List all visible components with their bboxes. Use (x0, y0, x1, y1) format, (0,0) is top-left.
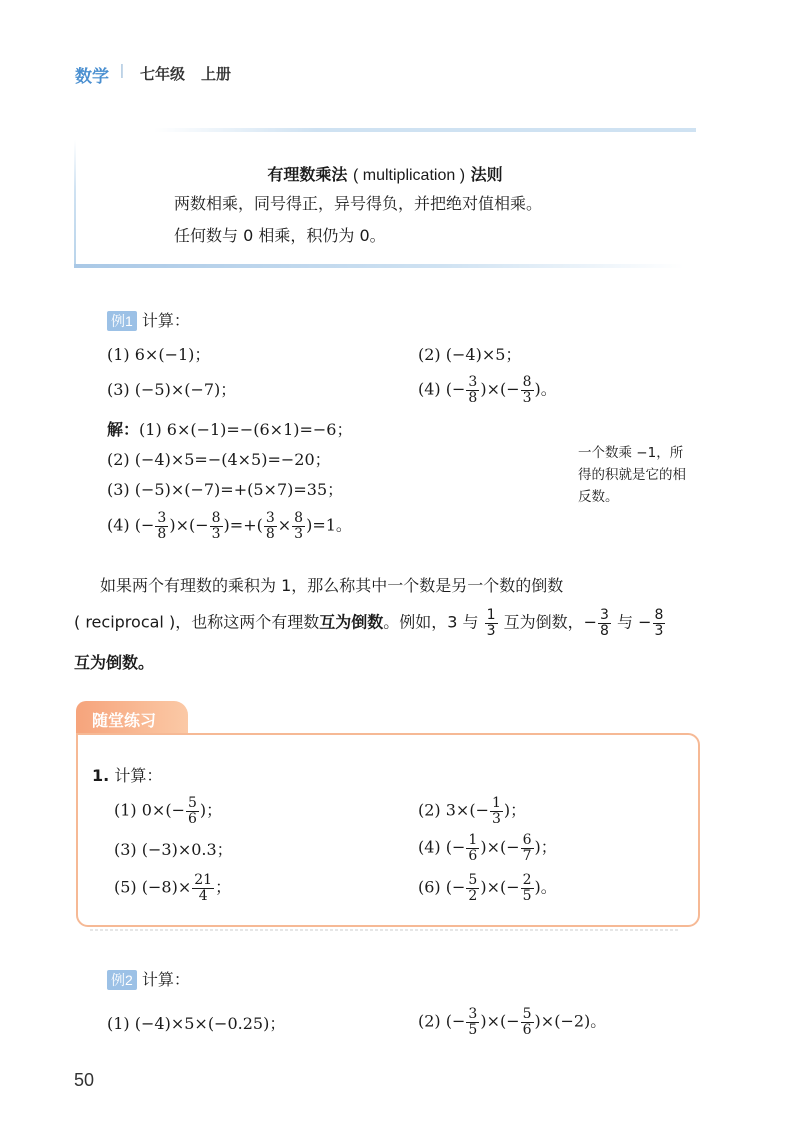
practice-divider (90, 929, 680, 931)
fraction: $\frac{1}{3}$ (491, 795, 501, 827)
reciprocal-keyword: 互为倒数 (319, 612, 384, 632)
rule-box (74, 128, 696, 268)
example1-heading (107, 308, 190, 331)
page-number: 50 (74, 1070, 95, 1090)
example1-p4-end: )。 (534, 379, 557, 399)
fraction: $\frac{5}{6}$ (522, 1006, 532, 1038)
rule-title-suffix: 法则 (470, 165, 503, 184)
fraction: $\frac{2}{5}$ (522, 872, 532, 904)
header-separator: | (120, 62, 124, 79)
example1-problem-1: (1) 6×(−1)； (107, 345, 211, 364)
example1-p4-pre: (4) (− (418, 379, 466, 399)
example1-problem-2: (2) (−4)×5； (418, 345, 522, 364)
example2-heading-text: 计算： (141, 970, 190, 989)
practice-question-number: 1. (92, 766, 110, 785)
example1-heading-text: 计算： (141, 311, 190, 330)
example1-problem-3: (3) (−5)×(−7)； (107, 380, 237, 399)
example1-tag: 例1 (107, 311, 137, 331)
reciprocal-line-3: 互为倒数。 (74, 653, 155, 672)
header-grade: 七年级 (140, 66, 186, 83)
fraction: $\frac{8}{3}$ (211, 510, 221, 542)
solution-line-2: (2) (−4)×5=−(4×5)=−20； (107, 450, 331, 469)
fraction: $\frac{1}{6}$ (468, 832, 478, 864)
fraction: $\frac{5}{6}$ (187, 795, 197, 827)
rule-title-cn: 有理数乘法 (267, 165, 348, 184)
practice-item-6: (6) (− $\frac{5}{2}$ )×(− $\frac{2}{5}$ )。 (418, 872, 557, 904)
practice-item-4: (4) (− $\frac{1}{6}$ )×(− $\frac{6}{7}$ )； (418, 832, 557, 864)
practice-question-heading: 计算： (114, 766, 163, 785)
practice-question (92, 763, 162, 786)
fraction: $\frac{3}{8}$ (600, 607, 609, 639)
rule-box-left-border (74, 140, 76, 268)
fraction: $\frac{3}{8}$ (157, 510, 167, 542)
fraction: $\frac{3}{8}$ (265, 510, 275, 542)
fraction: $\frac{8}{3}$ (294, 510, 304, 542)
header-volume: 上册 (201, 66, 232, 83)
fraction: $\frac{1}{3}$ (486, 607, 496, 639)
rule-box-top-border (154, 128, 696, 132)
example2-heading (107, 967, 190, 990)
fraction: $\frac{8}{3}$ (522, 374, 532, 406)
practice-item-1: (1) 0×(− $\frac{5}{6}$ )； (114, 795, 223, 827)
fraction: $\frac{3}{5}$ (468, 1006, 478, 1038)
solution-line-1 (107, 422, 352, 438)
solution-label: 解： (107, 420, 140, 439)
practice-item-2: (2) 3×(− $\frac{1}{3}$ )； (418, 795, 527, 827)
example1-problem-4 (418, 375, 557, 405)
solution-line-3: (3) (−5)×(−7)=+(5×7)=35； (107, 480, 344, 499)
header-subject: 数学 (75, 67, 109, 86)
reciprocal-line-1: 如果两个有理数的乘积为 1，那么称其中一个数是另一个数的倒数 (100, 576, 564, 595)
practice-item-5: (5) (−8)× $\frac{21}{4}$ ； (114, 872, 232, 904)
fraction: $\frac{21}{4}$ (194, 872, 213, 904)
practice-tab-label: 随堂练习 (92, 713, 157, 730)
fraction: $\frac{3}{8}$ (468, 374, 478, 406)
practice-tab (76, 701, 188, 735)
example2-tag: 例2 (107, 970, 137, 990)
example2-problem-1: (1) (−4)×5×(−0.25)； (107, 1014, 286, 1033)
rule-title (74, 162, 696, 185)
example1-p4-mid: )×(− (480, 379, 520, 399)
practice-item-3: (3) (−3)×0.3； (114, 840, 233, 859)
fraction: $\frac{6}{7}$ (522, 832, 532, 864)
solution-1-text: (1) 6×(−1)=−(6×1)=−6； (139, 420, 353, 439)
example2-problem-2: (2) (− $\frac{3}{5}$ )×(− $\frac{5}{6}$ )×(−2)。 (418, 1006, 607, 1038)
rule-line-1: 两数相乘，同号得正，异号得负，并把绝对值相乘。 (174, 194, 543, 213)
rule-line-2: 任何数与 0 相乘，积仍为 0。 (174, 226, 386, 245)
rule-box-bottom-border (74, 264, 684, 268)
fraction: $\frac{5}{2}$ (468, 872, 478, 904)
side-note: 一个数乘 −1，所得的积就是它的相反数。 (578, 445, 686, 505)
rule-title-en: ( multiplication ) (352, 167, 466, 184)
fraction: $\frac{8}{3}$ (654, 607, 664, 639)
solution-line-4: (4) (− $\frac{3}{8}$ )×(− $\frac{8}{3}$ )=+( $\frac{3}{8}$ × $\frac{8}{3}$ )=1。 (107, 510, 352, 542)
reciprocal-line-2: ( reciprocal )，也称这两个有理数互为倒数。例如，3 与 $\frac{1}{3}$ 互为倒数，− $\frac{3}{8}$ 与 − $\frac{8}{3}$ (74, 607, 664, 639)
